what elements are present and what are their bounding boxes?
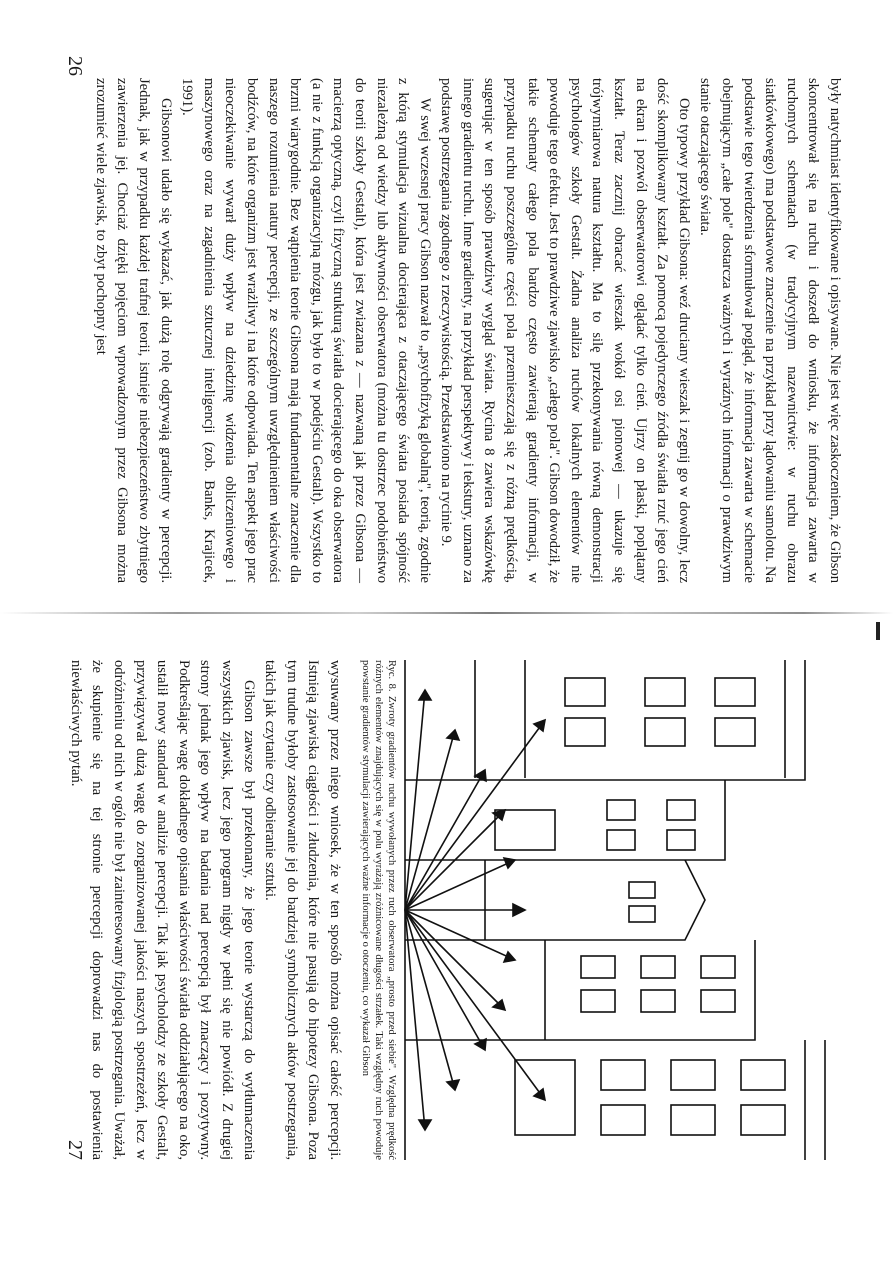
paragraph: wysuwany przez niego wniosek, że w ten sposób można opisać całość percepcji. Istnieją zjawiska ciągłości i złudzenia, które nie pasują do hipotezy Gibsona. Poza tym trudne byłoby zastosowanie jej do bardziej symbolicznych aktów postrzegania, takich jak czytanie czy odbieranie sztuki. — [262, 660, 343, 1160]
fold-mark — [876, 622, 880, 640]
figure-8 — [375, 660, 845, 1160]
left-page — [25, 78, 845, 583]
caption-text: Ryc. 8. Zwroty gradientów ruchu wywołanych przez ruch obserwatora „prosto przed siebie". Względna prędkość różnych elementów znajdujących się w polu wyrażają zróżnicowane długości strzałek. Taki względny ruch powoduje powstanie gradientów stymulacji zawierających ważne informacje o otoczeniu, co wykazał Gibson — [360, 660, 397, 1160]
paragraph: Gibsonowi udało się wykazać, jak dużą rolę odgrywają gradienty w percepcji. Jednak, jak w przypadku każdej trafnej teorii, istnieje niebezpieczeństwo zbytniego zawierzenia jej. Chociaż dzięki pojęciom wprowadzonym przez Gibsona można zrozumieć wiele zjawisk, to zbyt pochopny jest — [92, 78, 174, 583]
page-fold — [0, 612, 893, 614]
paragraph: Oto typowy przykład Gibsona: weź druciany wieszak i zegnij go w dowolny, lecz dość skomplikowany kształt. Za pomocą pojedynczego źródła światła rzuć jego cień na ekran i pozwól obserwatorowi oglądać tylko cień. Ujrzy on płaski, poplątany kształt. Teraz zacznij obracać wieszak wokół osi pionowej — ukazuje się trójwymiarowa natura kształtu. Ma to silę przekonywania równą demonstracji psychologów szkoły Gestalt. Żadna analiza ruchów lokalnych elementów nie powoduje tego efektu. Jest to prawdziwe zjawisko „całego pola". Gibson dowodził, że takie schematy całego pola bardzo często zawierają gradienty informacji, w przypadku ruchu poszczególne części pola przemieszczają się z różną prędkością, sugerując w ten sposób prawdziwy wygląd świata. Rycina 8 zawiera wskazówkę innego gradientu ruchu. Inne gradienty, na przykład perspektywy i tekstury, uznano za podstawę postrzegania zgodnego z rzeczywistością. Przedstawiono na rycinie 9. — [438, 78, 692, 583]
left-page-body — [89, 78, 845, 583]
paragraph: Gibson zawsze był przekonany, że jego teorie wystarczą do wytłumaczenia wszystkich zjawisk, lecz jego program nigdy w pełni się nie powiódł. Z drugiej strony jednak jego wpływ na badania nad percepcją był znaczący i pozytywny. Podkreślając wagę dokładnego opisania właściwości światła oddziałującego na oko, ustalił nowy standard w analizie percepcji. Tak jak psycholodzy ze szkoły Gestalt, przywiązywał dużą wagę do zorganizowanej jakości naszych spostrzeżeń, lecz w odróżnieniu od nich w ogóle nie był zainteresowany fizjologią postrzegania. Uważał, że skupienie się na tej stronie percepcji doprowadzi nas do postawienia niewłaściwych pytań. — [67, 660, 257, 1160]
page-number-right: 27 — [64, 1140, 86, 1160]
page-number-left: 26 — [64, 56, 86, 76]
right-page-body — [64, 660, 345, 1160]
motion-gradient-figure — [375, 660, 845, 1160]
figure-caption — [359, 660, 398, 1160]
paragraph: były natychmiast identyfikowane i opisywane. Nie jest więc zaskoczeniem, że Gibson skoncentrował się na ruchu i doszedł do wniosku, że informacja zawarta w ruchomych schematach (w tradycyjnym nazewnictwie: w ruchu obrazu siatkówkowego) ma podstawowe znaczenie na przykład przy lądowaniu samolotu. Na podstawie tego twierdzenia sformułował pogląd, że informacja zawarta w schemacie obejmującym „całe pole" dostarcza ważnych i wyraźnych informacji o prawdziwym stanie otaczającego świata. — [697, 78, 843, 583]
paragraph: W swej wczesnej pracy Gibson nazwał to „psychofizyką globalną", teorią, zgodnie z którą stymulacja wizualna docierająca z otaczającego świata posiada spójność niezależną od wiedzy lub aktywności obserwatora (można tu dostrzec podobieństwo do teorii szkoły Gestalt), która jest zwiazana z — nazwaną jak przez Gibsona — macierzą optyczną, czyli fizyczną strukturą światła docierającego do oka obserwatora (a nie z funkcją organizacyjną mózgu, jak było to w podejściu Gestalt). Wszystko to brzmi wiarygodnie. Bez wątpienia teorie Gibsona mają fundamentalne znaczenie dla naszego rozumienia natury percepcji, ze szczególnym uwzględnieniem właściwości bodźców, na które organizm jest wrażliwy i na które odpowiada. Ten aspekt jego prac nieoczekiwanie wywarł duży wpływ na dziedzinę widzenia obliczeniowego i maszynowego oraz na zagadnienia sztucznej inteligencji (zob. Banks, Krajicek, 1991). — [179, 78, 433, 583]
